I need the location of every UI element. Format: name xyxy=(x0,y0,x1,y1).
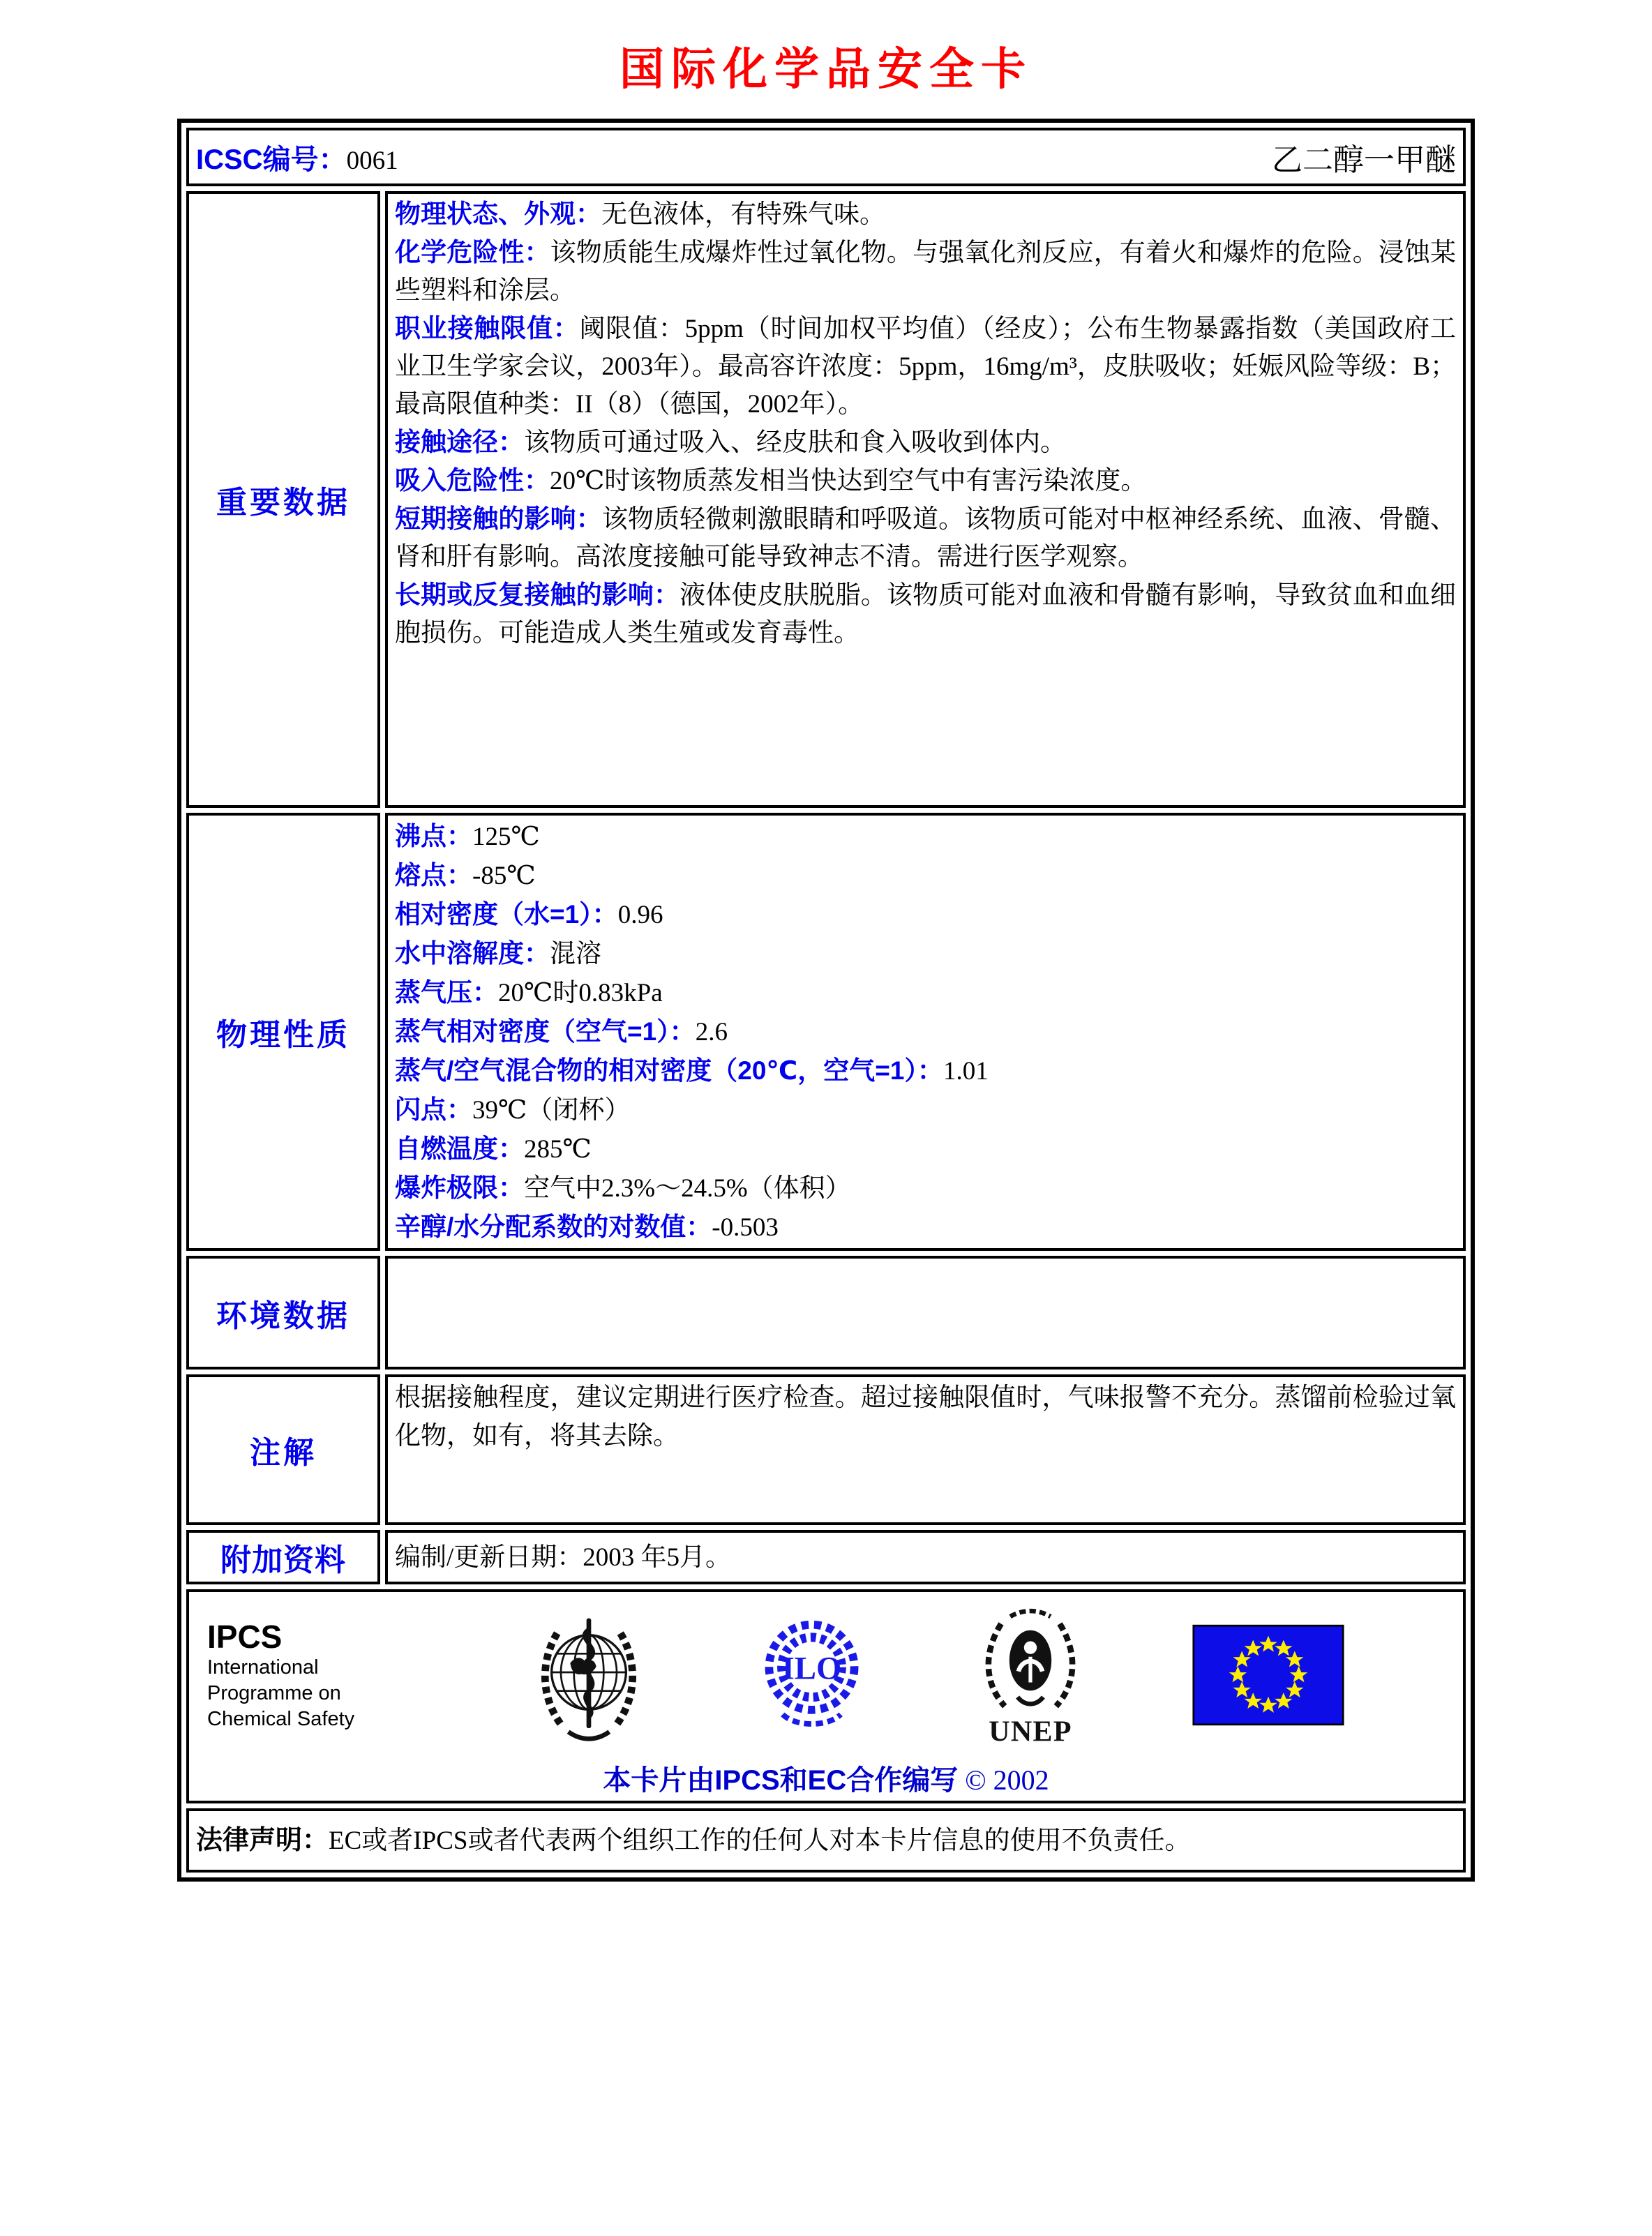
prop-autoignition-temp xyxy=(395,1130,1456,1169)
legal-text: EC或者IPCS或者代表两个组织工作的任何人对本卡片信息的使用不负责任。 xyxy=(329,1826,1191,1855)
field-key: 接触途径： xyxy=(395,428,524,456)
ipcs-line-1: International xyxy=(207,1656,319,1679)
ilo-emblem-icon xyxy=(754,1607,869,1743)
ipcs-line-2: Programme on xyxy=(207,1681,341,1704)
row-label-notes: 注解 xyxy=(186,1374,380,1525)
notes-text: 根据接触程度，建议定期进行医疗检查。超过接触限值时，气味报警不充分。蒸馏前检验过氧化物，如有，将其去除。 xyxy=(395,1383,1456,1450)
cooperation-caption xyxy=(189,1758,1463,1798)
prop-water-solubility xyxy=(395,934,1456,973)
prop-vapor-pressure xyxy=(395,973,1456,1012)
row-label-environmental-data: 环境数据 xyxy=(186,1256,380,1370)
row-label-important-data: 重要数据 xyxy=(186,191,380,808)
page-title: 国际化学品安全卡 xyxy=(620,45,1032,94)
prop-value: 125℃ xyxy=(472,823,540,851)
field-short-term-effects xyxy=(395,500,1456,576)
important-data-content xyxy=(385,191,1466,808)
field-physical-state xyxy=(395,195,1456,234)
physical-properties-content xyxy=(385,813,1466,1251)
caption-text: 本卡片由IPCS和EC合作编写 xyxy=(603,1765,959,1796)
prop-flash-point xyxy=(395,1090,1456,1130)
row-label-additional-info: 附加资料 xyxy=(186,1530,380,1584)
field-value: 20℃时该物质蒸发相当快达到空气中有害污染浓度。 xyxy=(550,467,1147,495)
ilo-letters: ILO xyxy=(781,1650,841,1687)
field-value: 无色液体，有特殊气味。 xyxy=(601,200,885,229)
card-header-row xyxy=(186,128,1466,186)
prop-key: 熔点： xyxy=(395,861,472,890)
prop-key: 蒸气相对密度（空气=1）： xyxy=(395,1017,696,1046)
field-chemical-danger xyxy=(395,234,1456,310)
prop-value: 39℃（闭杯） xyxy=(472,1096,631,1125)
prop-boiling-point xyxy=(395,817,1456,856)
prop-key: 自燃温度： xyxy=(395,1134,524,1163)
logos-section xyxy=(186,1589,1466,1803)
additional-info-text: 编制/更新日期：2003 年5月。 xyxy=(395,1543,732,1572)
icsc-number-label: ICSC编号： xyxy=(196,144,347,175)
prop-vapor-air-density xyxy=(395,1051,1456,1090)
prop-value: 2.6 xyxy=(695,1018,728,1046)
field-key: 吸入危险性： xyxy=(395,466,550,495)
prop-key: 相对密度（水=1）： xyxy=(395,900,618,929)
prop-key: 水中溶解度： xyxy=(395,939,550,968)
ipcs-line-3: Chemical Safety xyxy=(207,1707,355,1730)
field-key: 职业接触限值： xyxy=(395,314,580,343)
row-label-physical-properties: 物理性质 xyxy=(186,813,380,1251)
field-value: 阈限值：5ppm（时间加权平均值）（经皮）；公布生物暴露指数（美国政府工业卫生学家会议，2003年）。最高容许浓度：5ppm，16mg/m³，皮肤吸收；妊娠风险等级：B；最高限值种类：II（8）（德国，2002年）。 xyxy=(395,315,1456,419)
prop-value: 0.96 xyxy=(617,901,663,929)
prop-vapor-density xyxy=(395,1012,1456,1051)
eu-flag-icon xyxy=(1192,1624,1344,1726)
unep-emblem-icon xyxy=(975,1602,1086,1748)
field-key: 化学危险性： xyxy=(395,238,550,267)
prop-melting-point xyxy=(395,856,1456,895)
prop-key: 闪点： xyxy=(395,1095,472,1124)
prop-value: 1.01 xyxy=(943,1057,989,1086)
icsc-card-table xyxy=(177,119,1475,1882)
field-value: 液体使皮肤脱脂。该物质可能对血液和骨髓有影响，导致贫血和血细胞损伤。可能造成人类生殖或发育毒性。 xyxy=(395,581,1457,647)
legal-disclaimer-row xyxy=(186,1808,1466,1873)
chemical-name: 乙二醇一甲醚 xyxy=(1272,143,1456,177)
ipcs-text-block xyxy=(207,1619,423,1732)
prop-key: 蒸气压： xyxy=(395,978,498,1007)
field-long-term-effects xyxy=(395,576,1456,652)
prop-key: 爆炸极限： xyxy=(395,1173,524,1202)
prop-relative-density xyxy=(395,895,1456,934)
notes-content xyxy=(385,1374,1466,1525)
additional-info-content xyxy=(385,1530,1466,1584)
environmental-data-content xyxy=(385,1256,1466,1370)
field-key: 长期或反复接触的影响： xyxy=(395,580,680,609)
prop-value: 混溶 xyxy=(550,940,601,968)
who-emblem-icon xyxy=(530,1605,648,1745)
legal-label: 法律声明： xyxy=(196,1825,329,1855)
icsc-number-value: 0061 xyxy=(346,146,398,175)
field-occupational-limits xyxy=(395,310,1456,423)
ipcs-acronym: IPCS xyxy=(207,1618,283,1655)
prop-value: 20℃时0.83kPa xyxy=(498,979,663,1007)
prop-value: -85℃ xyxy=(472,862,536,890)
field-value: 该物质可通过吸入、经皮肤和食入吸收到体内。 xyxy=(524,428,1066,457)
unep-wordmark: UNEP xyxy=(989,1716,1073,1748)
field-key: 物理状态、外观： xyxy=(395,200,601,228)
prop-explosive-limits xyxy=(395,1169,1456,1208)
prop-key: 沸点： xyxy=(395,822,472,850)
prop-value: 空气中2.3%～24.5%（体积） xyxy=(524,1174,851,1203)
icsc-number-group xyxy=(196,137,398,177)
prop-key: 蒸气/空气混合物的相对密度（20℃，空气=1）： xyxy=(395,1056,943,1085)
field-value: 该物质能生成爆炸性过氧化物。与强氧化剂反应，有着火和爆炸的危险。浸蚀某些塑料和涂层。 xyxy=(395,239,1457,305)
caption-year: © 2002 xyxy=(965,1764,1049,1796)
field-value: 该物质轻微刺激眼睛和呼吸道。该物质可能对中枢神经系统、血液、骨髓、肾和肝有影响。高浓度接触可能导致神志不清。需进行医学观察。 xyxy=(395,505,1457,571)
prop-key: 辛醇/水分配系数的对数值： xyxy=(395,1213,712,1241)
field-exposure-routes xyxy=(395,423,1456,462)
field-inhalation-risk xyxy=(395,462,1456,500)
field-key: 短期接触的影响： xyxy=(395,504,602,533)
prop-value: 285℃ xyxy=(524,1135,592,1164)
prop-octanol-water xyxy=(395,1208,1456,1247)
prop-value: -0.503 xyxy=(712,1213,779,1242)
